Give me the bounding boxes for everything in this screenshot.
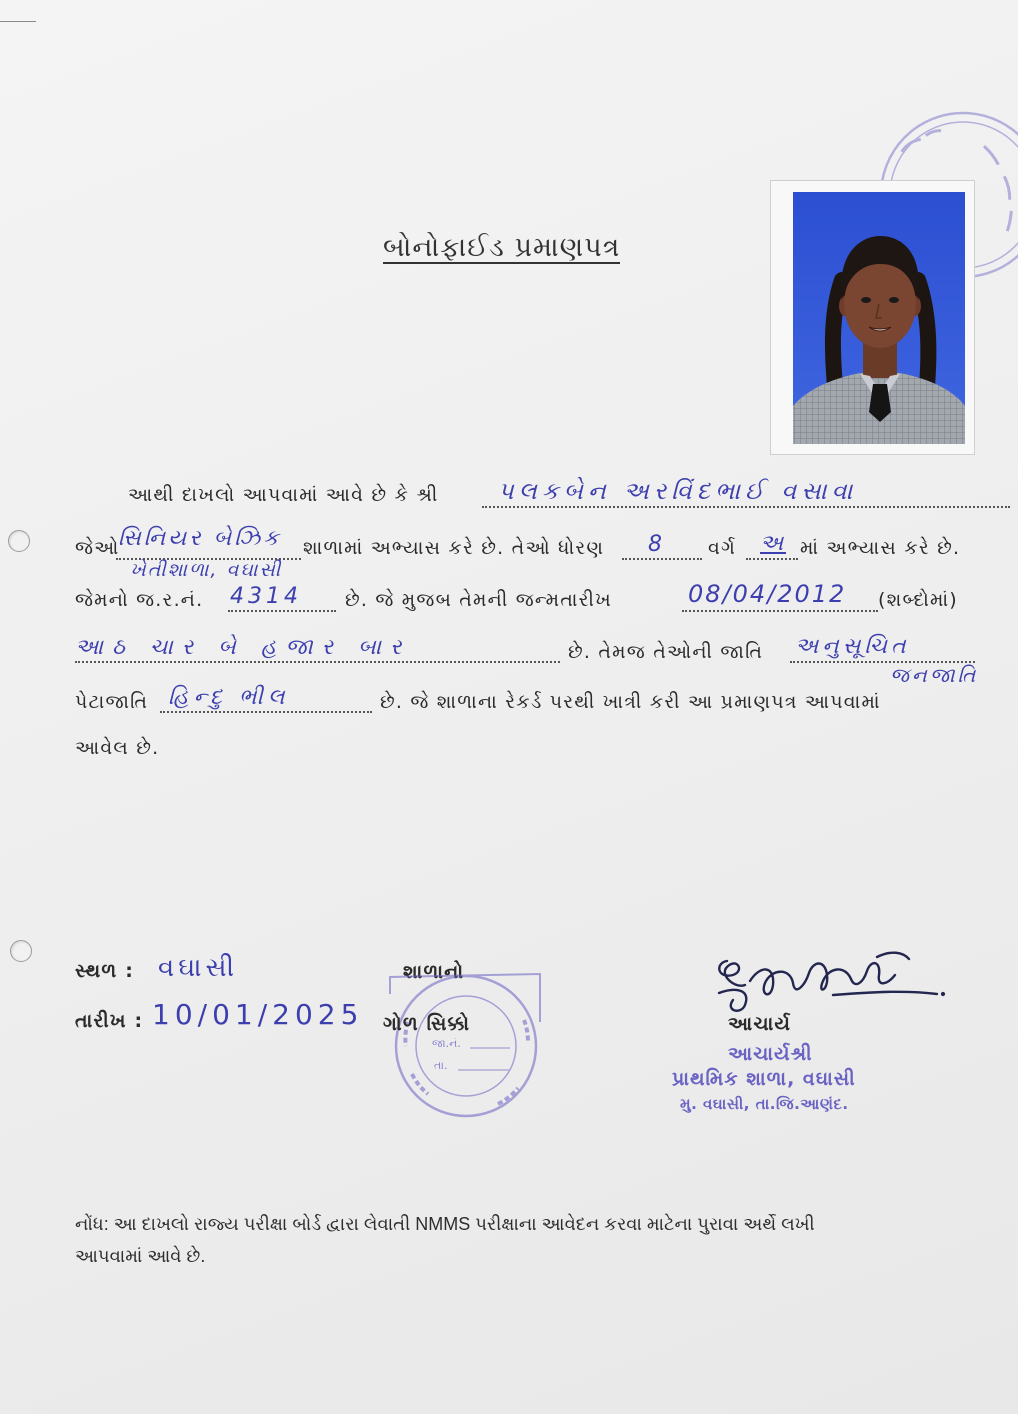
date-value: 10/01/2025	[152, 998, 364, 1031]
birth-date: 08/04/2012	[688, 580, 847, 608]
line2-suffix: માં અભ્યાસ કરે છે.	[800, 537, 961, 559]
line4-text: છે. તેમજ તેઓની જાતિ	[568, 641, 764, 663]
signatory-title: આચાર્ય	[728, 1013, 792, 1035]
scan-edge-mark	[0, 21, 36, 22]
birth-date-in-words: આઠ ચાર બે હજાર બાર	[75, 635, 411, 660]
stamp-address: મુ. વઘાસી, તા.જિ.આણંદ.	[680, 1095, 849, 1113]
punch-hole	[8, 530, 30, 552]
line3-text: છે. જે મુજબ તેમની જન્મતારીખ	[345, 589, 612, 611]
stamp-designation: આચાર્યશ્રી	[728, 1043, 813, 1065]
caste-value: અનુસૂચિત	[795, 634, 910, 659]
gr-number: 4314	[230, 584, 302, 609]
date-label: તારીખ :	[75, 1010, 144, 1032]
place-value: વઘાસી	[158, 953, 239, 983]
seal-caption-line2: ગોળ સિક્કો	[383, 1013, 471, 1035]
punch-hole	[10, 940, 32, 962]
student-photo	[770, 180, 975, 455]
school-name: સિનિયર બેઝિક	[118, 526, 282, 551]
line6-text: આવેલ છે.	[75, 737, 160, 759]
line5-text: છે. જે શાળાના રેકર્ડ પરથી ખાત્રી કરી આ પ્રમાણપત્ર આપવામાં	[380, 691, 881, 713]
stamp-school-name: પ્રાથમિક શાળા, વઘાસી	[672, 1068, 856, 1090]
place-label: સ્થળ :	[75, 960, 135, 982]
line1-prefix: આથી દાખલો આપવામાં આવે છે કે શ્રી	[128, 484, 439, 506]
division-value: અ	[760, 531, 787, 556]
line5-prefix: પેટાજાતિ	[75, 691, 149, 713]
line2-prefix: જેઓ	[75, 537, 120, 559]
note-line2: આપવામાં આવે છે.	[75, 1246, 206, 1266]
caste-value-cont: જનજાતિ	[890, 663, 979, 687]
sub-caste-value: હિન્દુ ભીલ	[168, 685, 290, 710]
class-label: વર્ગ	[708, 537, 737, 559]
line3-suffix: (શબ્દોમાં)	[878, 589, 958, 611]
line3-prefix: જેમનો જ.ર.નં.	[75, 589, 204, 611]
seal-caption-line1: શાળાનો	[403, 961, 465, 983]
school-name-cont: ખેતીશાળા, વઘાસી	[130, 559, 283, 581]
student-name: પલકબેન અરવિંદભાઈ વસાવા	[498, 477, 858, 505]
round-school-seal-icon	[378, 962, 553, 1122]
line2-text: શાળામાં અભ્યાસ કરે છે. તેઓ ધોરણ	[303, 537, 605, 559]
seal-ref-label: જા.નં.	[432, 1037, 461, 1050]
seal-date-label: તા.	[434, 1059, 448, 1072]
note-line1: નોંધ: આ દાખલો રાજ્ય પરીક્ષા બોર્ડ દ્વારા લેવાતી NMMS પરીક્ષાના આવેદન કરવા માટેના પુરાવા અર્થે લખી	[75, 1214, 815, 1234]
page-title: બોનોફાઈડ પ્રમાણપત્ર	[383, 232, 621, 263]
standard-value: 8	[648, 532, 665, 557]
